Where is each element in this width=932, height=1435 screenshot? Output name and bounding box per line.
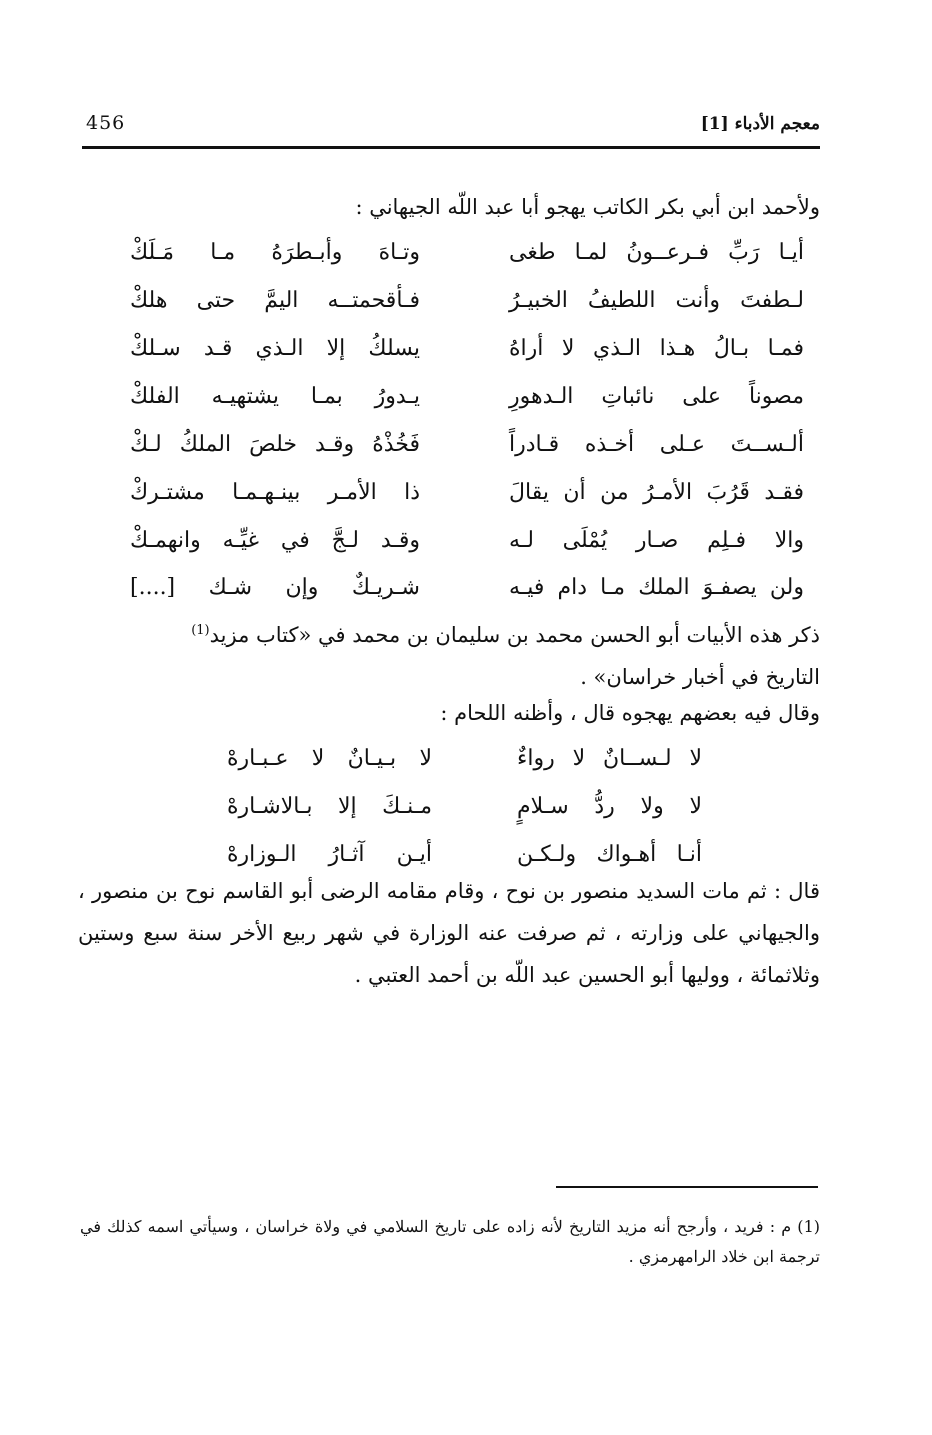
closing-paragraph: قال : ثم مات السديد منصور بن نوح ، وقام مقامه الرضى أبو القاسم نوح بن منصور ، والجيهاني على وزارته ، ثم صرفت عنه الوزارة في شهر ربيع الأخر سنة سبع وستين وثلاثمائة ، ووليها أبو الحسين عبد اللّه بن أحمد العتبي . bbox=[78, 879, 820, 987]
verse-first-hemistich: مصوناً على نائباتِ الـدهورِ bbox=[509, 384, 804, 409]
verse-second-hemistich: ذا الأمـر بينـهـمـا مشتـركْ bbox=[130, 480, 420, 505]
verse-first-hemistich: ألـســتَ عـلى أخـذه قـادراً bbox=[509, 432, 804, 457]
verse-second-hemistich: يـدورُ بمـا يشتهيـه الفلكْ bbox=[130, 384, 420, 409]
verse-line bbox=[78, 520, 820, 570]
verse-first-hemistich: لـطفتَ وأنت اللطيفُ الخبيـرُ bbox=[509, 288, 804, 313]
verse-first-hemistich: لا لـســانٌ لا رواءٌ bbox=[517, 746, 702, 771]
verse-first-hemistich: والا فـلِم صـار يُمْلَى لـه bbox=[509, 528, 804, 553]
footnote-marker: (1) bbox=[191, 623, 210, 638]
page-number: 456 bbox=[86, 112, 126, 134]
verse-first-hemistich: فمـا بـالُ هـذا الـذي لا أراهُ bbox=[509, 336, 804, 361]
verse-second-hemistich: فَخُذْهُ وقـد خلصَ الملكُ لـكْ bbox=[130, 432, 420, 457]
verse-line bbox=[78, 376, 820, 426]
footnote: (1) م : فريد ، وأرجح أنه مزيد التاريخ لأنه زاده على تاريخ السلامي في ولاة خراسان ، وسيأتي اسمه كذلك في ترجمة ابن خلاد الرامهرمزي . bbox=[80, 1217, 820, 1266]
intro-line: ولأحمد ابن أبي بكر الكاتب يهجو أبا عبد اللّه الجيهاني : bbox=[355, 195, 820, 219]
running-title: معجم الأدباء [1] bbox=[700, 114, 820, 134]
footnote-rule bbox=[556, 1186, 818, 1188]
verse-second-hemistich: أيـن آثـارُ الـوزارهْ bbox=[227, 842, 432, 867]
verse-second-hemistich: وقـد لـجَّ في غيِّـه وانهمـكْ bbox=[130, 528, 420, 553]
intro-line-2: وقال فيه بعضهم يهجوه قال ، وأظنه اللحام : bbox=[440, 701, 820, 725]
citation-paragraph bbox=[78, 610, 820, 698]
verse-first-hemistich: فقـد قَرُبَ الأمـرُ من أن يقالَ bbox=[509, 480, 804, 505]
verse-first-hemistich: ولن يصفـوَ الملك مـا دام فيـه bbox=[509, 575, 804, 600]
citation-line: التاريخ في أخبار خراسان» . bbox=[580, 665, 820, 689]
verse-line bbox=[78, 738, 820, 788]
verse-line bbox=[78, 424, 820, 474]
verse-second-hemistich: مـنـكَ إلا بـالاشـارهْ bbox=[227, 794, 432, 819]
verse-second-hemistich: شـريـكٌ وإن شـك [....] bbox=[130, 575, 420, 600]
verse-first-hemistich: أنـا أهـواك ولـكـن bbox=[517, 842, 702, 867]
verse-second-hemistich: لا بـيـانٌ لا عـبـارهْ bbox=[227, 746, 432, 771]
verse-second-hemistich: يسلكُ إلا الـذي قـد سـلكْ bbox=[130, 336, 420, 361]
verse-first-hemistich: أيـا رَبِّ فـرعــونُ لمـا طغى bbox=[509, 240, 804, 265]
verse-second-hemistich: وتـاهَ وأبـطرَهُ مـا مَـلَكْ bbox=[130, 240, 420, 265]
verse-second-hemistich: فـأقحمتــه اليمَّ حتى هلكْ bbox=[130, 288, 420, 313]
verse-line bbox=[78, 786, 820, 836]
verse-line bbox=[78, 280, 820, 330]
verse-line bbox=[78, 472, 820, 522]
citation-line: ذكر هذه الأبيات أبو الحسن محمد بن سليمان بن محمد في «كتاب مزيد bbox=[209, 623, 820, 647]
verse-line bbox=[78, 232, 820, 282]
verse-line bbox=[78, 328, 820, 378]
verse-first-hemistich: لا ولا ردُّ سـلامٍ bbox=[517, 794, 702, 819]
